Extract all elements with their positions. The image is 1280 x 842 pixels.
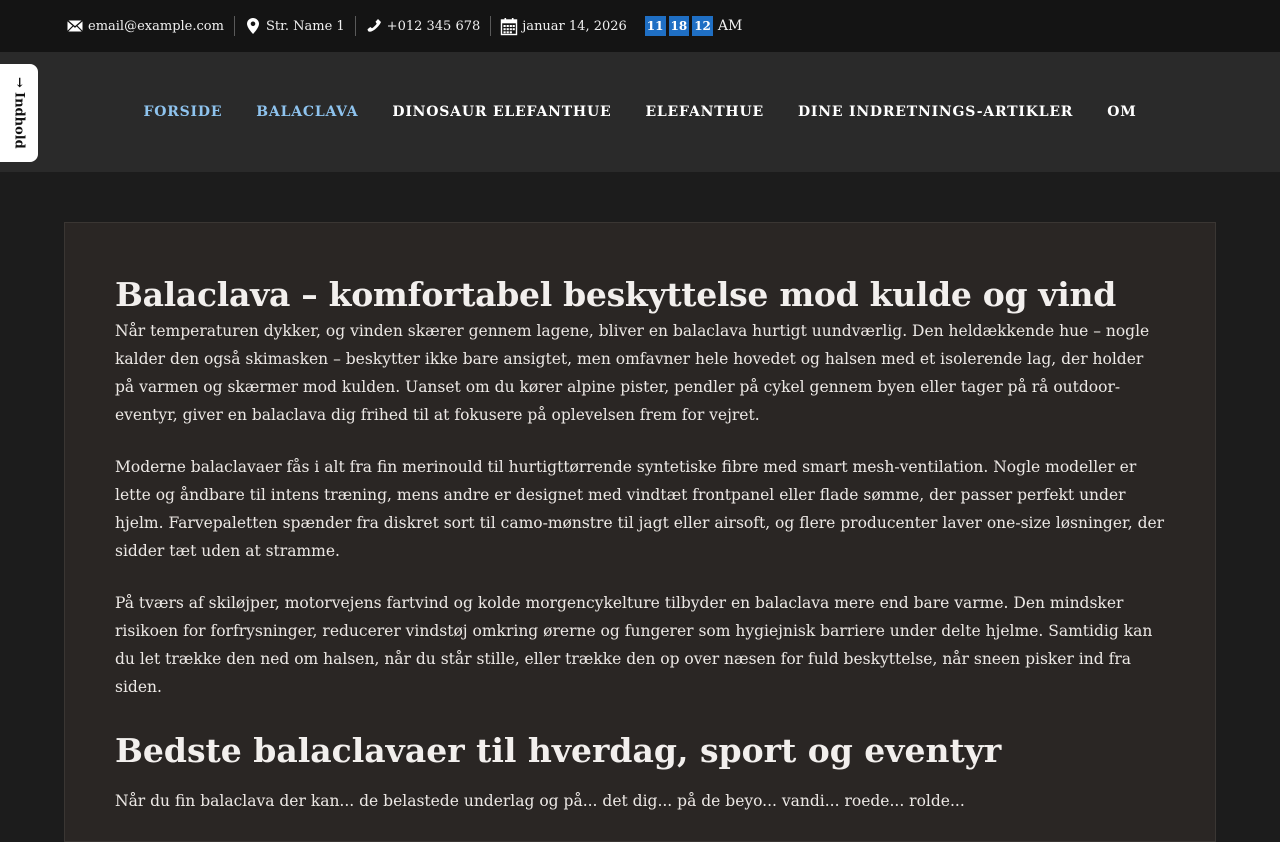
article-container xyxy=(64,222,1216,842)
nav-item-forside[interactable]: FORSIDE xyxy=(143,104,223,120)
section-heading: Bedste balaclavaer til hverdag, sport og eventyr xyxy=(115,731,1002,770)
clock-seconds: 12 xyxy=(692,16,713,36)
nav-item-om[interactable]: OM xyxy=(1107,104,1137,120)
phone-icon xyxy=(366,18,382,34)
address-item xyxy=(235,16,355,36)
arrow-right-icon: → xyxy=(11,77,27,89)
envelope-icon xyxy=(67,18,83,34)
clock-minutes: 18 xyxy=(669,16,690,36)
calendar-icon xyxy=(501,18,517,34)
date-item xyxy=(491,16,637,36)
clock xyxy=(645,16,743,36)
address-text: Str. Name 1 xyxy=(265,18,345,34)
article-paragraph: Når temperaturen dykker, og vinden skærer gennem lagene, bliver en balaclava hurtigt uundværlig. Den heldækkende hue – nogle kalder den også skimasken – beskytter ikke bare ansigtet, men omfavner hele hovedet og halsen med et isolerende lag, der holder på varmen og skærmer mod kulden. Uanset om du kører alpine pister, pendler på cykel gennem byen eller tager på rå outdoor-eventyr, giver en balaclava dig frihed til at fokusere på oplevelsen frem for vejret. xyxy=(115,322,1150,424)
map-pin-icon xyxy=(245,18,261,34)
nav-menu xyxy=(143,104,1136,120)
nav-item-dinosaur-elefanthue[interactable]: DINOSAUR ELEFANTHUE xyxy=(392,104,612,120)
email-text: email@example.com xyxy=(88,18,224,34)
clock-ampm: AM xyxy=(717,18,743,34)
nav-item-indretnings-artikler[interactable]: DINE INDRETNINGS-ARTIKLER xyxy=(797,104,1074,120)
clock-hours: 11 xyxy=(645,16,666,36)
article-paragraph: Når du fin balaclava der kan... de belastede underlag og på... det dig... på de beyo... vandi... roede... rolde... xyxy=(115,792,965,810)
main-navigation xyxy=(0,52,1280,172)
email-item[interactable] xyxy=(67,16,234,36)
toc-label: Indhold xyxy=(11,92,27,149)
date-text: januar 14, 2026 xyxy=(522,18,627,34)
article-title: Balaclava – komfortabel beskyttelse mod kulde og vind xyxy=(115,275,1117,314)
article-paragraph: Moderne balaclavaer fås i alt fra fin merinould til hurtigttørrende syntetiske fibre med smart mesh-ventilation. Nogle modeller er lette og åndbare til intens træning, mens andre er designet med vindtæt frontpanel eller flade sømme, der passer perfekt under hjelm. Farvepaletten spænder fra diskret sort til camo-mønstre til jagt eller airsoft, og flere producenter laver one-size løsninger, der sidder tæt uden at stramme. xyxy=(115,458,1165,560)
nav-item-balaclava[interactable]: BALACLAVA xyxy=(256,104,359,120)
top-info-bar xyxy=(0,0,1280,52)
article-paragraph: På tværs af skiløjper, motorvejens fartvind og kolde morgencykelture tilbyder en balaclava mere end bare varme. Den mindsker risikoen for forfrysninger, reducerer vindstøj omkring ørerne og fungerer som hygiejnisk barriere under delte hjelme. Samtidig kan du let trække den ned om halsen, når du står stille, eller trække den op over næsen for fuld beskyttelse, når sneen pisker ind fra siden. xyxy=(115,594,1153,696)
phone-text: +012 345 678 xyxy=(386,18,481,34)
nav-item-elefanthue[interactable]: ELEFANTHUE xyxy=(645,104,764,120)
table-of-contents-tab[interactable] xyxy=(0,64,38,162)
phone-item[interactable] xyxy=(356,16,491,36)
